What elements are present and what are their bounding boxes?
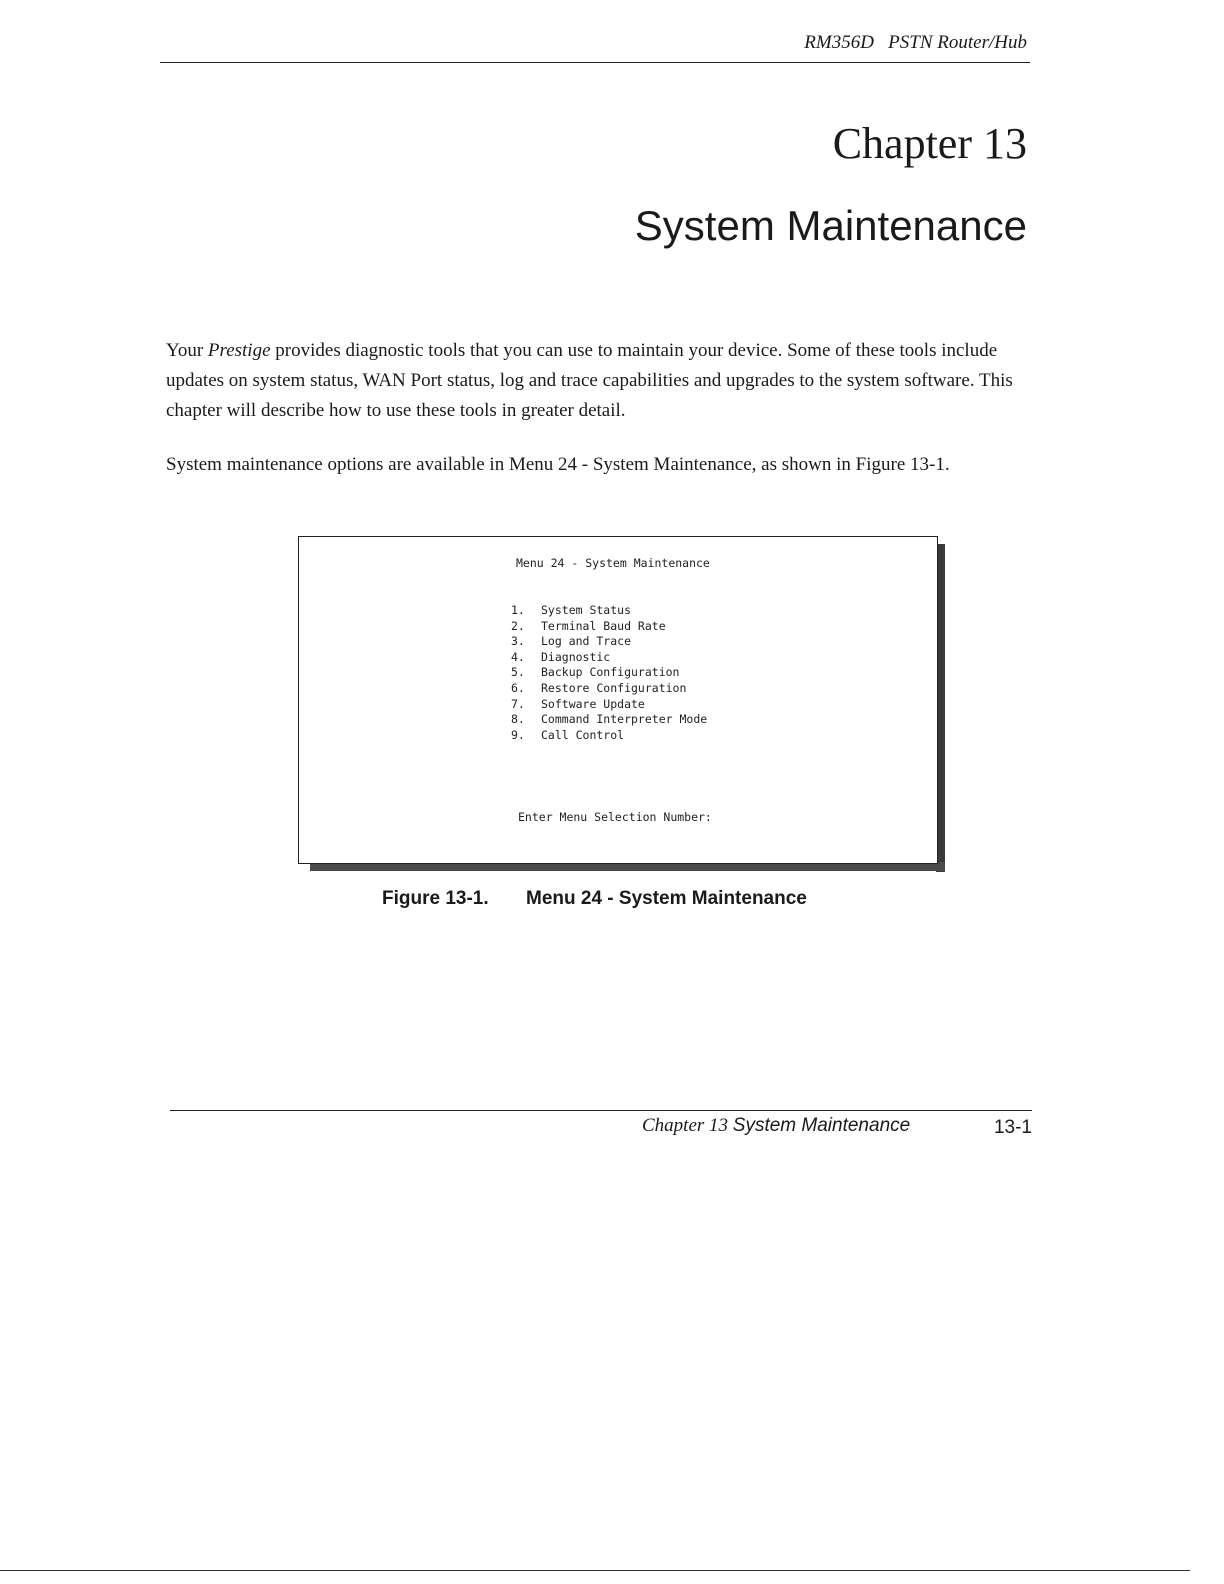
footer-chapter-name: System Maintenance [732, 1115, 911, 1136]
menu-option-number: 2. [511, 618, 525, 633]
running-header: RM356D PSTN Router/Hub [804, 32, 1027, 53]
figure-caption [382, 888, 807, 910]
menu-option-number: 5. [511, 665, 525, 680]
menu-option-label: Log and Trace [541, 634, 632, 649]
menu-heading: Menu 24 - System Maintenance [516, 556, 710, 570]
menu-option [511, 681, 707, 697]
header-rule [160, 62, 1030, 63]
running-footer [642, 1115, 910, 1137]
menu-option-label: Terminal Baud Rate [541, 618, 666, 633]
menu-option-label: Diagnostic [541, 649, 611, 664]
menu-option-number: 7. [511, 696, 525, 711]
menu-option-label: System Status [541, 603, 632, 617]
product-name: Prestige [207, 340, 271, 361]
menu-option [511, 728, 707, 744]
menu-option [511, 665, 707, 681]
footer-chapter: Chapter 13 [642, 1115, 729, 1136]
menu-reference-paragraph: System maintenance options are available in Menu 24 - System Maintenance, as shown in Figure 13-1. [166, 454, 950, 475]
figure-label: Figure 13-1. [382, 888, 489, 909]
intro-paragraph [166, 336, 1036, 426]
menu-option-label: Software Update [541, 696, 645, 711]
chapter-number: Chapter 13 [832, 119, 1027, 168]
figure-caption-text: Menu 24 - System Maintenance [526, 888, 807, 909]
menu-option-label: Call Control [541, 727, 625, 742]
menu-option-number: 4. [511, 649, 525, 664]
menu-option [511, 650, 707, 666]
menu-option-number: 8. [511, 712, 525, 727]
menu-option-label: Command Interpreter Mode [541, 712, 708, 727]
terminal-screen [298, 536, 938, 864]
menu-option-label: Backup Configuration [541, 665, 680, 680]
intro-text-rest: provides diagnostic tools that you can use to maintain your device. Some of these tools include updates on system status, WAN Port status, log and trace capabilities and upgrades to the system software. This chapter will describe how to use these tools in greater detail. [166, 340, 1013, 421]
menu-option-number: 6. [511, 680, 525, 695]
chapter-title: System Maintenance [634, 202, 1027, 249]
menu-option [511, 603, 707, 619]
footer-rule [170, 1110, 1032, 1111]
menu-option-number: 9. [511, 727, 525, 742]
menu-option [511, 634, 707, 650]
page-number: 13-1 [993, 1117, 1032, 1138]
menu-option [511, 712, 707, 728]
menu-option-label: Restore Configuration [541, 680, 687, 695]
menu-option [511, 697, 707, 713]
scan-edge-line [0, 1570, 1190, 1571]
menu-selection-prompt: Enter Menu Selection Number: [518, 810, 712, 824]
menu-option-number: 3. [511, 634, 525, 649]
menu-option-list [511, 603, 707, 743]
menu-option [511, 619, 707, 635]
menu-option-number: 1. [511, 603, 525, 617]
intro-text-start: Your [166, 340, 208, 361]
